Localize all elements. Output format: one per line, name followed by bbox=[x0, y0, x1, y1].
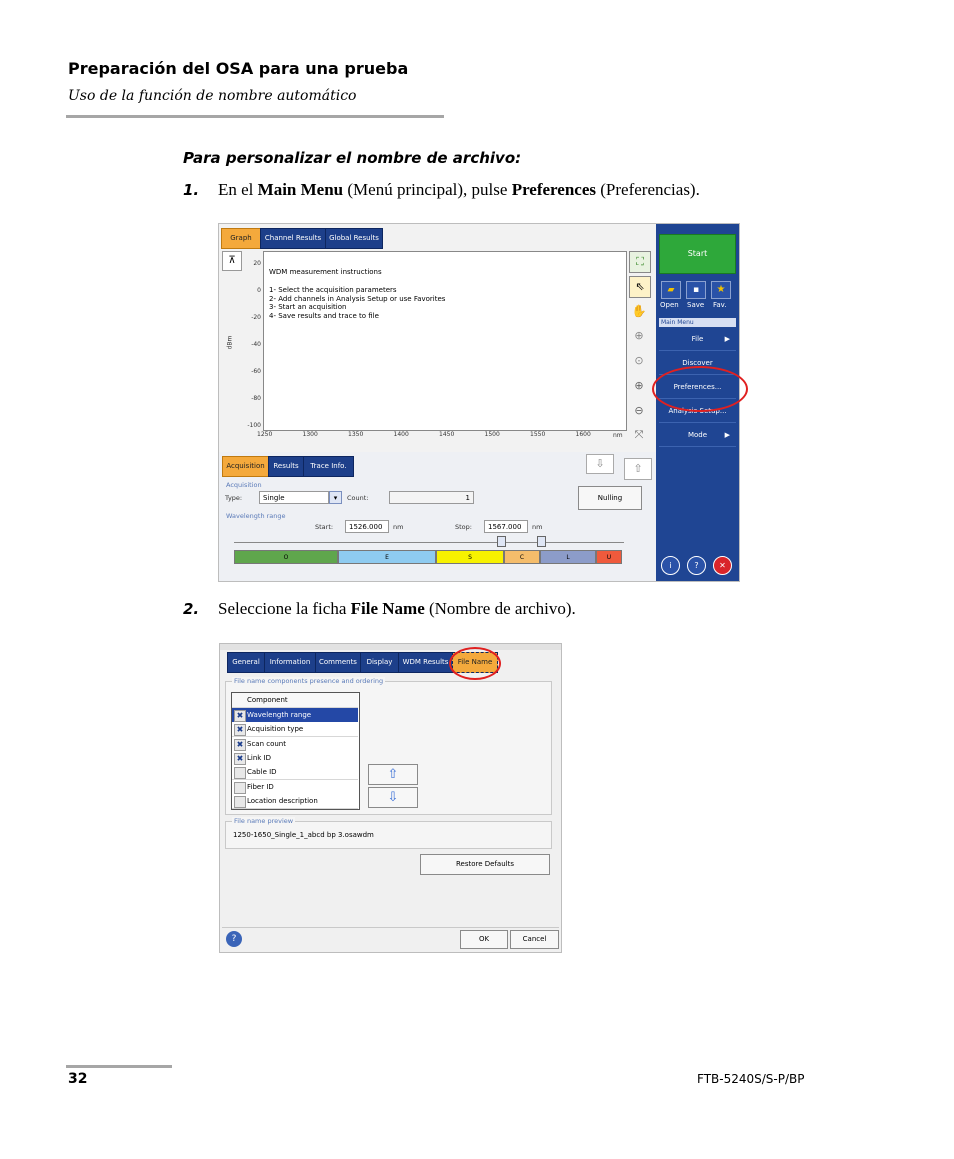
dialog-divider bbox=[222, 927, 559, 928]
ok-button[interactable]: OK bbox=[460, 930, 508, 949]
band-e: E bbox=[338, 550, 436, 564]
start-unit: nm bbox=[393, 523, 404, 531]
header-rule bbox=[66, 115, 444, 118]
menu-item-analysis-setup[interactable]: Analysis Setup... bbox=[659, 400, 736, 423]
fav-label[interactable]: Fav. bbox=[713, 301, 727, 309]
stop-unit: nm bbox=[532, 523, 543, 531]
x-tick-label: 1600 bbox=[575, 431, 591, 438]
component-label: Acquisition type bbox=[247, 725, 304, 734]
x-tick-label: 1500 bbox=[484, 431, 500, 438]
favorites-star-icon[interactable]: ★ bbox=[711, 281, 731, 299]
tab-trace-info[interactable]: Trace Info. bbox=[303, 456, 354, 477]
zoom-region-icon[interactable]: ⊙ bbox=[634, 354, 644, 367]
dialog-top bbox=[220, 644, 561, 650]
checked-x-icon[interactable]: ✖ bbox=[234, 724, 246, 736]
tab-comments[interactable]: Comments bbox=[315, 652, 361, 673]
tab-channel-results[interactable]: Channel Results bbox=[260, 228, 326, 249]
step-1 bbox=[183, 181, 783, 203]
chevron-right-icon: ▶ bbox=[724, 431, 730, 439]
tab-graph[interactable]: Graph bbox=[221, 228, 261, 249]
collapse-down-icon[interactable]: ⇩ bbox=[586, 454, 614, 474]
checked-x-icon[interactable]: ✖ bbox=[234, 710, 246, 722]
x-tick-label: 1550 bbox=[530, 431, 546, 438]
product-model: FTB-5240S/S-P/BP bbox=[697, 1072, 805, 1086]
preferences-dialog bbox=[219, 643, 562, 953]
tab-general[interactable]: General bbox=[227, 652, 265, 673]
y-tick-label: 0 bbox=[257, 287, 261, 294]
info-icon[interactable]: i bbox=[661, 556, 680, 575]
pointer-icon[interactable]: ⇖ bbox=[629, 276, 651, 298]
zoom-area-icon[interactable]: ⊕ bbox=[634, 329, 644, 342]
chevron-right-icon: ▶ bbox=[724, 335, 730, 343]
checkbox[interactable] bbox=[234, 782, 246, 794]
components-group-label: File name components presence and ordering bbox=[234, 677, 384, 685]
chapter-title: Preparación del OSA para una prueba bbox=[68, 59, 409, 78]
component-label: Scan count bbox=[247, 739, 286, 748]
menu-item-discover[interactable]: Discover bbox=[659, 352, 736, 375]
close-icon[interactable]: ✕ bbox=[713, 556, 732, 575]
components-list[interactable] bbox=[231, 692, 360, 810]
marker-icon[interactable]: ⊼ bbox=[222, 251, 242, 271]
start-button[interactable]: Start bbox=[659, 234, 736, 274]
acquisition-group-label: Acquisition bbox=[226, 481, 262, 489]
tab-acquisition[interactable]: Acquisition bbox=[222, 456, 269, 477]
zoom-in-icon[interactable]: ⊕ bbox=[634, 379, 644, 392]
component-label: Location description bbox=[247, 796, 318, 805]
tab-global-results[interactable]: Global Results bbox=[325, 228, 383, 249]
wavelength-slider-track[interactable] bbox=[234, 542, 624, 543]
list-header: Component bbox=[232, 693, 358, 708]
footer-rule bbox=[66, 1065, 172, 1068]
start-label: Start: bbox=[315, 523, 334, 531]
y-tick-label: -60 bbox=[251, 368, 261, 375]
x-tick-label: 1250 bbox=[257, 431, 273, 438]
menu-item-file[interactable]: File ▶ bbox=[659, 328, 736, 351]
nulling-button[interactable]: Nulling bbox=[578, 486, 642, 510]
start-slider-handle[interactable] bbox=[497, 536, 506, 547]
move-down-button[interactable] bbox=[368, 787, 418, 808]
stop-field[interactable]: 1567.000 bbox=[484, 520, 528, 533]
tab-wdm-results[interactable]: WDM Results bbox=[398, 652, 453, 673]
x-tick-label: 1400 bbox=[393, 431, 409, 438]
restore-defaults-button[interactable]: Restore Defaults bbox=[420, 854, 550, 875]
cancel-button[interactable]: Cancel bbox=[510, 930, 559, 949]
band-s: S bbox=[436, 550, 504, 564]
section-title: Uso de la función de nombre automático bbox=[68, 88, 357, 104]
save-label[interactable]: Save bbox=[687, 301, 705, 309]
chevron-down-icon[interactable]: ▾ bbox=[329, 491, 342, 504]
menu-item-preferences[interactable]: Preferences... bbox=[659, 376, 736, 399]
wavelength-group-label: Wavelength range bbox=[226, 512, 286, 520]
list-item[interactable] bbox=[232, 708, 358, 723]
x-tick-label: 1350 bbox=[348, 431, 364, 438]
step-text: En el Main Menu (Menú principal), pulse Preferences (Preferencias). bbox=[218, 180, 700, 199]
y-tick-label: -20 bbox=[251, 314, 261, 321]
component-label: Wavelength range bbox=[247, 711, 312, 719]
open-folder-icon[interactable]: ▰ bbox=[661, 281, 681, 299]
arrow-up-icon: ⇧ bbox=[387, 767, 399, 782]
x-tick-label: 1300 bbox=[302, 431, 318, 438]
type-select[interactable]: Single bbox=[259, 491, 329, 504]
stop-label: Stop: bbox=[455, 523, 472, 531]
save-disk-icon[interactable]: ▪ bbox=[686, 281, 706, 299]
y-tick-label: -80 bbox=[251, 395, 261, 402]
band-l: L bbox=[540, 550, 596, 564]
component-label: Cable ID bbox=[247, 768, 277, 777]
zoom-reset-icon[interactable]: ⤧ bbox=[634, 428, 644, 441]
x-axis-unit: nm bbox=[613, 432, 623, 439]
checkbox[interactable] bbox=[234, 767, 246, 779]
step-number: 2. bbox=[183, 600, 200, 618]
zoom-full-icon[interactable]: ⛶ bbox=[629, 251, 651, 273]
step-2 bbox=[183, 600, 783, 622]
band-c: C bbox=[504, 550, 540, 564]
y-tick-label: -40 bbox=[251, 341, 261, 348]
checked-x-icon[interactable]: ✖ bbox=[234, 753, 246, 765]
main-menu-label: Main Menu bbox=[659, 318, 736, 327]
type-label: Type: bbox=[225, 494, 243, 502]
instructions-list: 1- Select the acquisition parameters 2- Add channels in Analysis Setup or use Favorites 3- Start an acquisition 4- Save results and trace to file bbox=[269, 286, 446, 320]
start-field[interactable]: 1526.000 bbox=[345, 520, 389, 533]
list-item[interactable] bbox=[232, 722, 358, 737]
procedure-heading: Para personalizar el nombre de archivo: bbox=[183, 149, 522, 167]
tab-information[interactable]: Information bbox=[264, 652, 316, 673]
menu-item-mode[interactable]: Mode ▶ bbox=[659, 424, 736, 447]
page-number: 32 bbox=[68, 1071, 88, 1087]
count-label: Count: bbox=[347, 494, 369, 502]
checkbox[interactable] bbox=[234, 796, 246, 808]
help-icon[interactable]: ? bbox=[687, 556, 706, 575]
stop-slider-handle[interactable] bbox=[537, 536, 546, 547]
expand-up-icon[interactable]: ⇧ bbox=[624, 458, 652, 480]
components-group bbox=[225, 677, 552, 815]
arrow-down-icon: ⇩ bbox=[387, 790, 399, 805]
step-number: 1. bbox=[183, 181, 200, 199]
tab-file-name[interactable]: File Name bbox=[452, 652, 498, 673]
checked-x-icon[interactable]: ✖ bbox=[234, 739, 246, 751]
highlight-circle-preferences bbox=[652, 366, 748, 412]
hand-icon[interactable]: ✋ bbox=[631, 304, 647, 318]
y-tick-label: 20 bbox=[253, 260, 261, 267]
list-item[interactable] bbox=[232, 751, 358, 766]
open-label[interactable]: Open bbox=[660, 301, 679, 309]
y-tick-label: -100 bbox=[247, 422, 261, 429]
step-text: Seleccione la ficha File Name (Nombre de archivo). bbox=[218, 599, 576, 618]
component-label: Fiber ID bbox=[247, 782, 274, 791]
y-axis-label: dBm bbox=[226, 335, 234, 350]
list-item[interactable] bbox=[232, 794, 358, 809]
tab-results[interactable]: Results bbox=[268, 456, 304, 477]
tab-display[interactable]: Display bbox=[360, 652, 399, 673]
highlight-circle-file-name bbox=[449, 647, 501, 680]
list-item[interactable] bbox=[232, 737, 358, 752]
graph-area[interactable] bbox=[263, 251, 627, 431]
list-item[interactable] bbox=[232, 765, 358, 780]
preview-group-label: File name preview bbox=[234, 817, 294, 825]
move-up-button[interactable] bbox=[368, 764, 418, 785]
list-item[interactable] bbox=[232, 780, 358, 795]
band-u: U bbox=[596, 550, 622, 564]
zoom-out-icon[interactable]: ⊖ bbox=[634, 404, 644, 417]
help-icon[interactable]: ? bbox=[226, 931, 242, 947]
graph-toolbar bbox=[629, 251, 651, 441]
file-name-preview: 1250-1650_Single_1_abcd bp 3.osawdm bbox=[233, 831, 374, 839]
band-o: O bbox=[234, 550, 338, 564]
x-tick-label: 1450 bbox=[439, 431, 455, 438]
preview-group bbox=[225, 817, 552, 849]
component-label: Link ID bbox=[247, 753, 272, 762]
count-field[interactable]: 1 bbox=[389, 491, 474, 504]
instructions-title: WDM measurement instructions bbox=[269, 268, 382, 276]
